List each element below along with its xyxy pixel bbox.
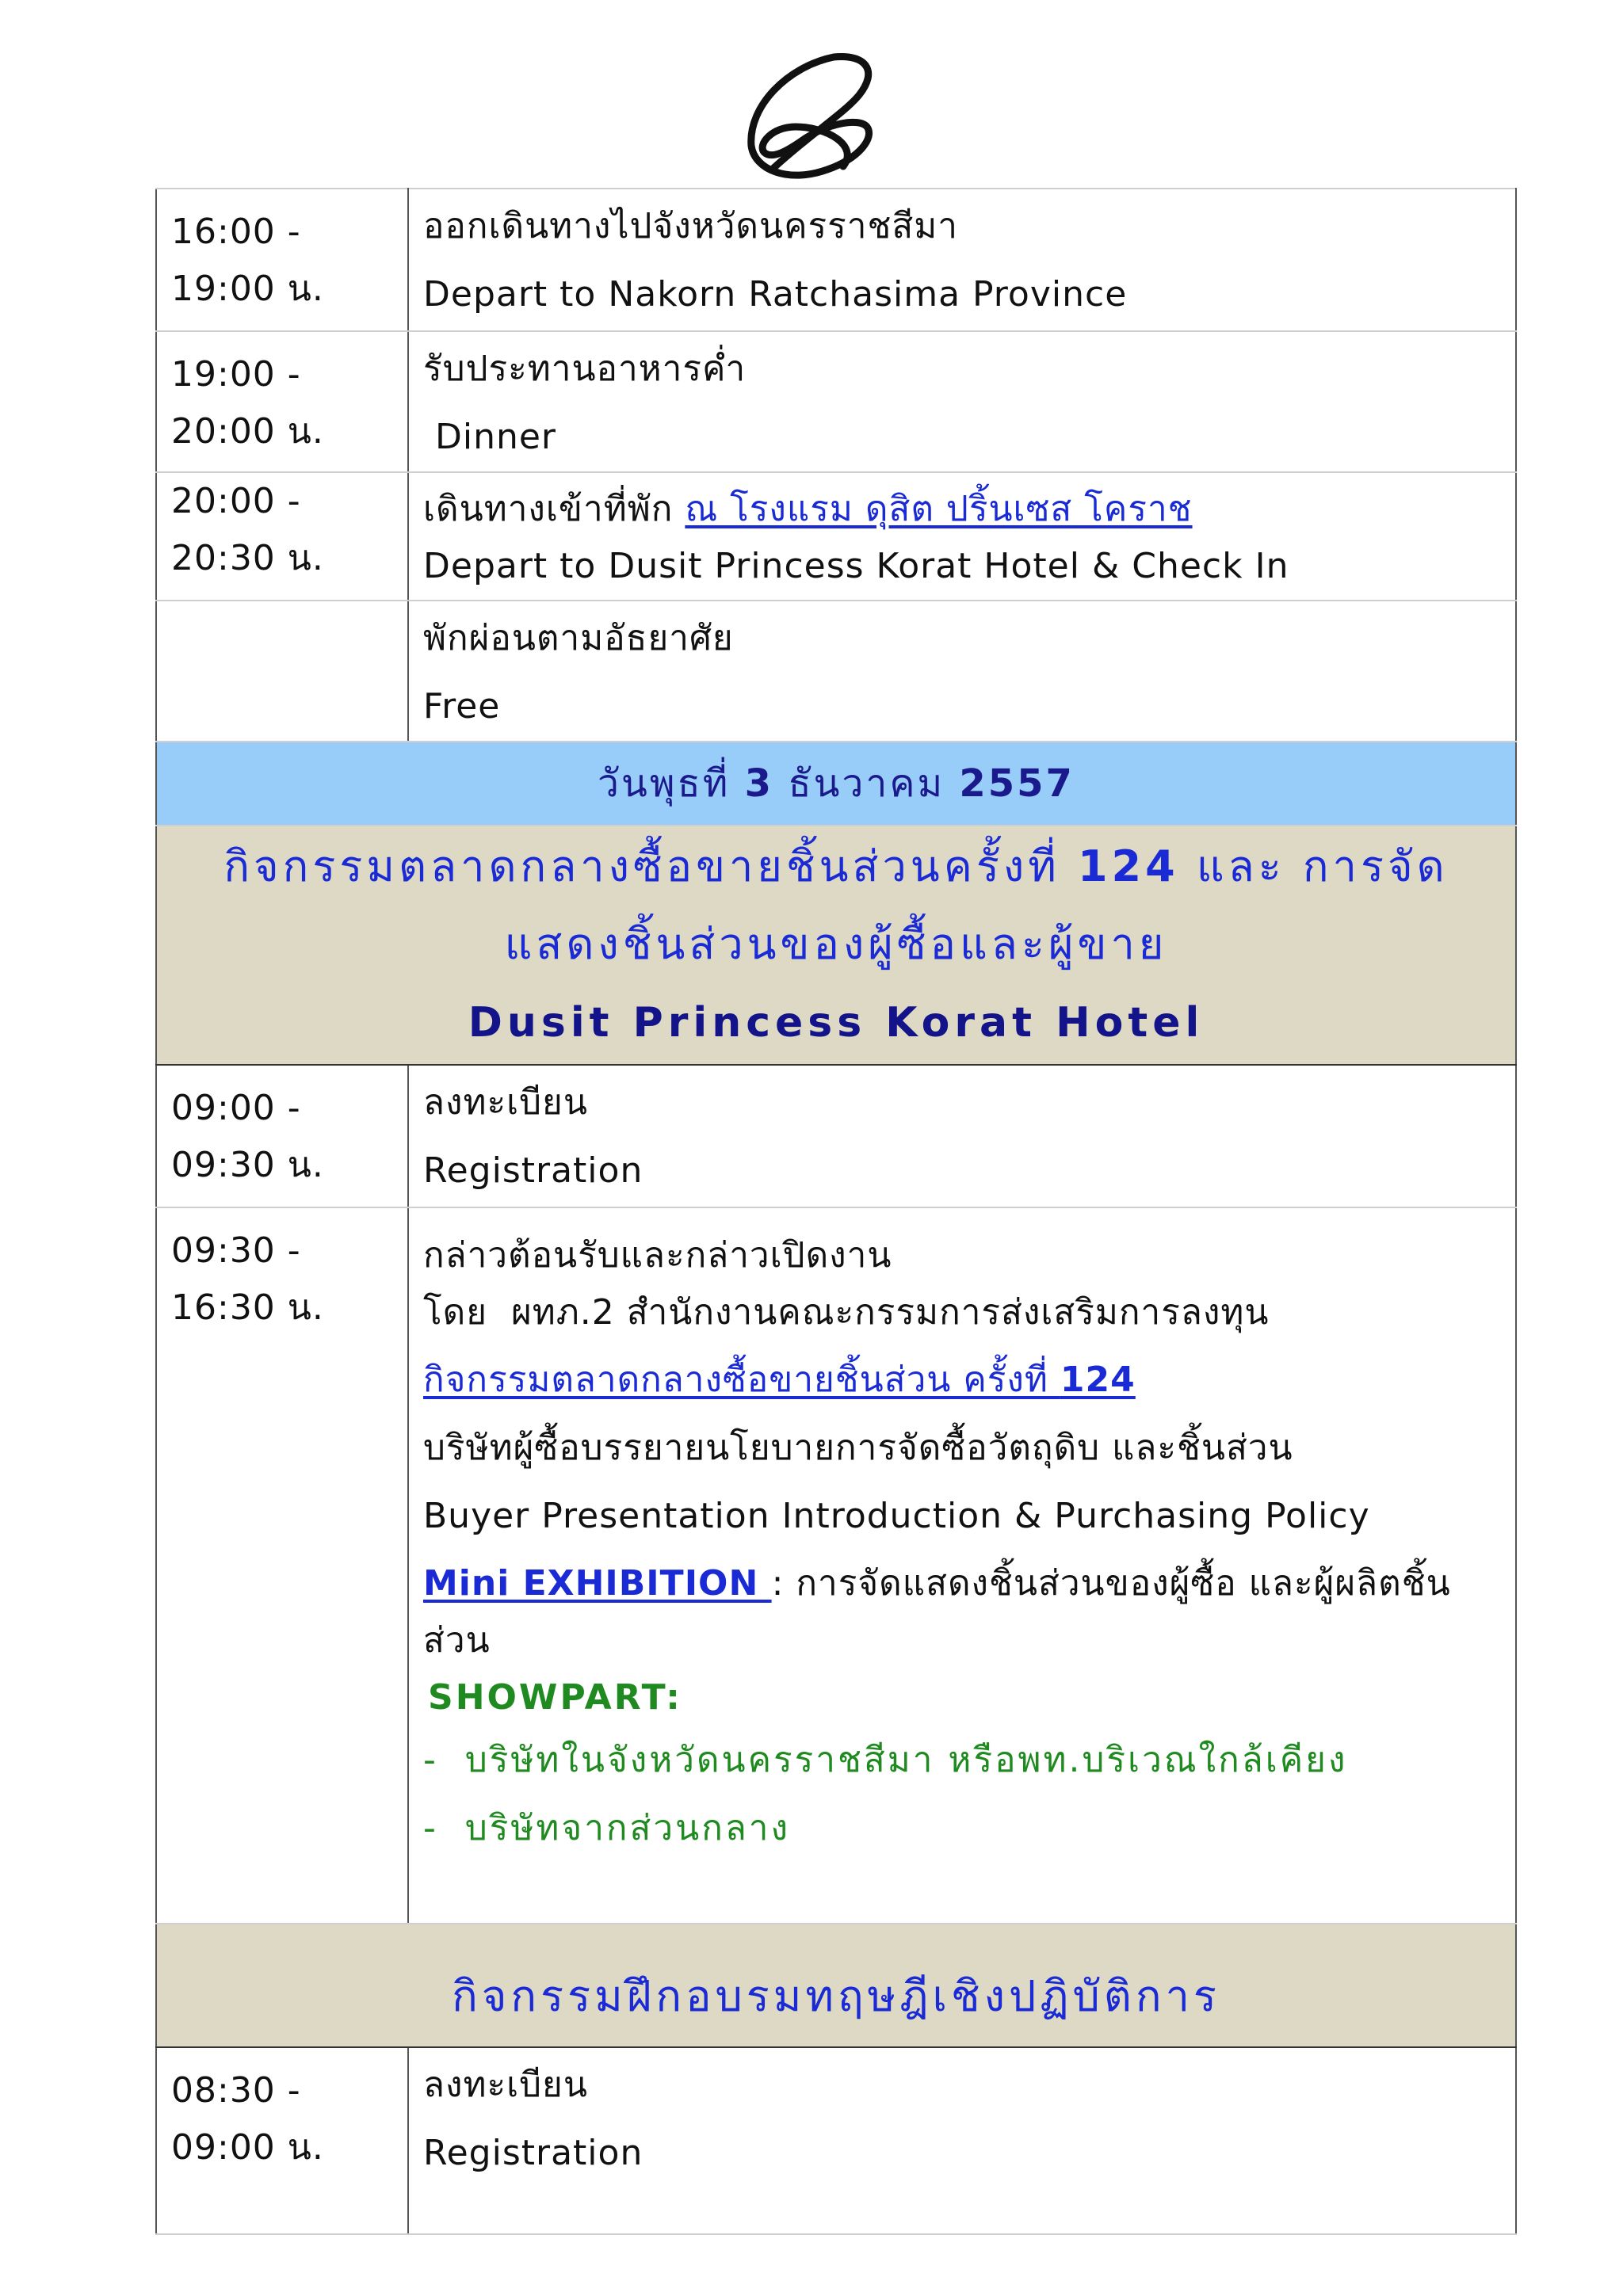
time-end: 20:00 น. <box>171 411 324 452</box>
showpart-label: SHOWPART: <box>428 1677 682 1718</box>
time-end: 19:00 น. <box>171 269 324 309</box>
section-cell <box>156 826 1516 1065</box>
mini-exhibition-link[interactable]: Mini EXHIBITION <box>423 1563 772 1604</box>
desc-english: Depart to Nakorn Ratchasima Province <box>423 274 1128 315</box>
time-end: 16:30 น. <box>171 1287 324 1328</box>
desc-thai: ลงทะเบียน <box>423 1082 588 1123</box>
time-start: 19:00 - <box>171 354 301 395</box>
time-start: 09:00 - <box>171 1088 301 1128</box>
desc-cell <box>408 472 1516 601</box>
time-end: 09:30 น. <box>171 1145 324 1185</box>
list-item: - บริษัทในจังหวัดนครราชสีมา หรือพท.บริเวณใกล้เคียง <box>423 1740 1348 1780</box>
desc-english: Free <box>423 686 501 727</box>
time-cell <box>156 331 408 472</box>
table-row <box>156 1065 1516 1207</box>
activity-number: 124 <box>1060 1360 1136 1400</box>
desc-english: Depart to Dusit Princess Korat Hotel & Check In <box>423 546 1289 586</box>
section-cell <box>156 1924 1516 2047</box>
section-header <box>156 826 1516 1065</box>
table-row <box>156 601 1516 742</box>
date-weekday: วันพุธที่ <box>598 761 745 806</box>
section-venue: Dusit Princess Korat Hotel <box>468 999 1205 1047</box>
desc-thai: รับประทานอาหารค่ำ <box>423 349 747 389</box>
desc-thai: พักผ่อนตามอัธยาศัย <box>423 618 734 658</box>
date-bar <box>156 742 1516 826</box>
desc-english: Dinner <box>423 417 557 457</box>
time-start: 08:30 - <box>171 2070 301 2111</box>
activity-link[interactable]: กิจกรรมตลาดกลางซื้อขายชิ้นส่วน ครั้งที่ <box>423 1360 1060 1400</box>
time-start: 20:00 - <box>171 481 301 521</box>
section-title: กิจกรรมฝึกอบรมทฤษฎีเชิงปฏิบัติการ <box>452 1971 1220 2021</box>
date-year: 2557 <box>959 761 1075 806</box>
hotel-link[interactable]: ณ โรงแรม ดุสิต ปริ้นเซส โคราช <box>685 489 1193 529</box>
welcome-text: กล่าวต้อนรับและกล่าวเปิดงาน <box>423 1235 892 1276</box>
table-row <box>156 331 1516 472</box>
desc-english: Registration <box>423 2133 643 2173</box>
desc-thai: ลงทะเบียน <box>423 2065 588 2105</box>
desc-thai: ออกเดินทางไปจังหวัดนครราชสีมา <box>423 206 958 246</box>
table-row <box>156 2047 1516 2234</box>
time-start: 09:30 - <box>171 1230 301 1271</box>
desc-cell <box>408 2047 1516 2234</box>
date-cell <box>156 742 1516 826</box>
desc-thai: เดินทางเข้าที่พัก <box>423 489 685 529</box>
table-row <box>156 472 1516 601</box>
exhibition-text: : การจัดแสดงชิ้นส่วนของผู้ซื้อ และผู้ผลิตชิ้น <box>771 1563 1451 1604</box>
buyer-text-thai: บริษัทผู้ซื้อบรรยายนโยบายการจัดซื้อวัตถุดิบ และชิ้นส่วน <box>423 1428 1293 1468</box>
time-cell <box>156 189 408 331</box>
desc-cell <box>408 331 1516 472</box>
speaker-text: โดย ผทภ.2 สำนักงานคณะกรรมการส่งเสริมการลงทุน <box>423 1292 1270 1333</box>
time-start: 16:00 - <box>171 212 301 252</box>
time-cell <box>156 2047 408 2234</box>
section-title-line2: แสดงชิ้นส่วนของผู้ซื้อและผู้ขาย <box>504 919 1168 969</box>
buyer-text-english: Buyer Presentation Introduction & Purchasing Policy <box>423 1496 1370 1536</box>
schedule-table <box>155 188 1517 2235</box>
time-cell <box>156 1065 408 1207</box>
loop-logo-icon <box>740 51 883 190</box>
date-month: ธันวาคม <box>773 761 960 806</box>
section-title-line1: กิจกรรมตลาดกลางซื้อขายชิ้นส่วนครั้งที่ 124 และ การจัด <box>223 841 1449 891</box>
section-header <box>156 1924 1516 2047</box>
desc-cell <box>408 1207 1516 1924</box>
date-day: 3 <box>744 761 774 806</box>
time-end: 09:00 น. <box>171 2127 324 2168</box>
list-item: - บริษัทจากส่วนกลาง <box>423 1808 790 1848</box>
time-cell <box>156 472 408 601</box>
time-end: 20:30 น. <box>171 538 324 578</box>
desc-cell <box>408 1065 1516 1207</box>
time-cell <box>156 1207 408 1924</box>
desc-cell <box>408 189 1516 331</box>
desc-english: Registration <box>423 1150 643 1191</box>
time-cell <box>156 601 408 742</box>
table-row <box>156 1207 1516 1924</box>
desc-cell <box>408 601 1516 742</box>
exhibition-text-cont: ส่วน <box>423 1620 491 1661</box>
table-row <box>156 189 1516 331</box>
